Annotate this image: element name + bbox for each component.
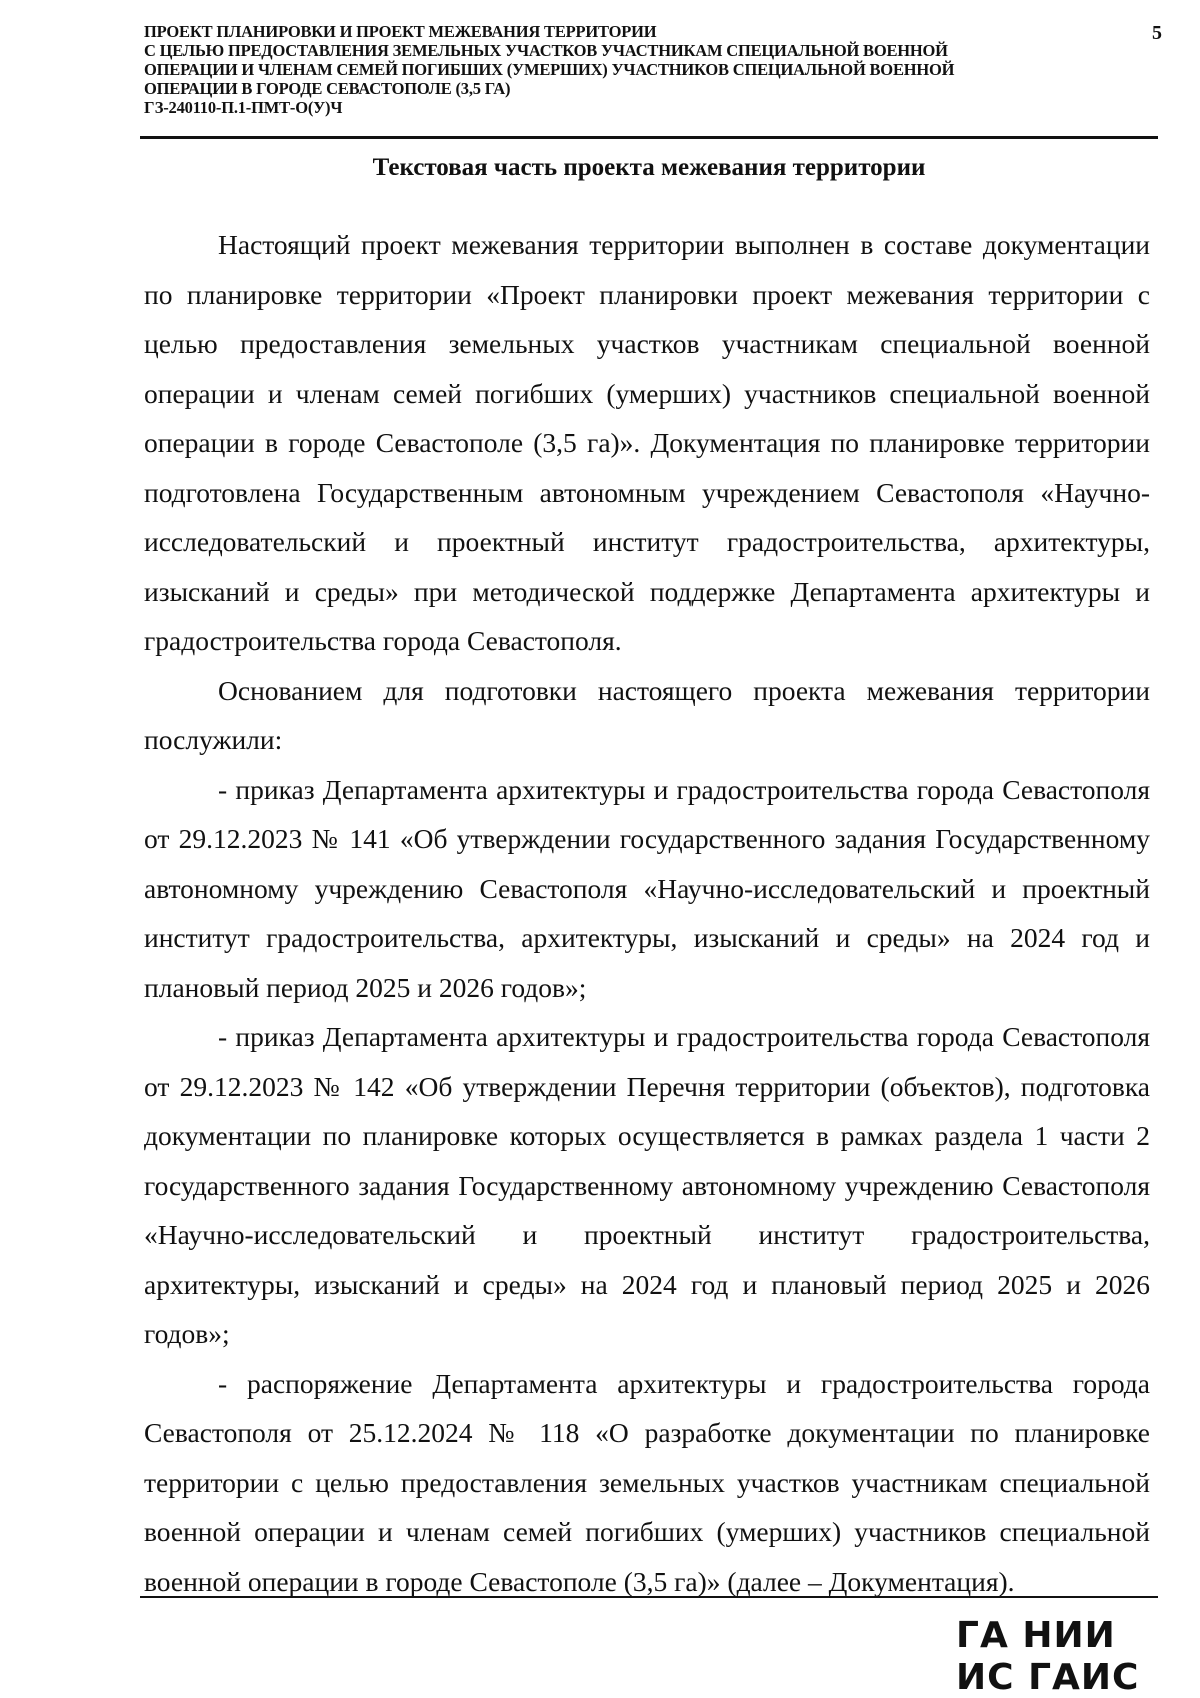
paragraph-basis: Основанием для подготовки настоящего проекта межевания территории послужили:	[144, 674, 1150, 755]
list-item-order-142: - приказ Департамента архитектуры и градостроительства города Севастополя от 29.12.2023 № 142 «Об утверждении Перечня территории (объектов), подготовка документации по планировке которых осуществляется в рамках раздела 1 части 2 государственного задания Государственному автономному учреждению Севастополя «Научно-исследовательский и проектный институт градостроительства, архитектуры, изысканий и среды» на 2024 год и плановый период 2025 и 2026 годов»;	[144, 1021, 1150, 1349]
list-item-order-141: - приказ Департамента архитектуры и градостроительства города Севастополя от 29.12.2023 № 141 «Об утверждении государственного задания Государственному автономному учреждению Севастополя «Научно-исследовательский и проектный институт градостроительства, архитектуры, изысканий и среды» на 2024 год и плановый период 2025 и 2026 годов»;	[144, 773, 1150, 1003]
logo-line-2: ИС ГАИС	[956, 1657, 1140, 1698]
header-divider	[140, 136, 1158, 139]
page-number: 5	[1152, 22, 1162, 44]
logo-line-1: ГА НИИ	[956, 1615, 1116, 1656]
list-item-directive-118: - распоряжение Департамента архитектуры и градостроительства города Севастополя от 25.12.2024 № 118 «О разработке документации по планировке территории с целью предоставления земельных участков участникам специальной военной операции и членам семей погибших (умерших) участников специальной военной операции в городе Севастополе (3,5 га)» (далее – Документация).	[144, 1367, 1150, 1597]
header-line-2: С ЦЕЛЬЮ ПРЕДОСТАВЛЕНИЯ ЗЕМЕЛЬНЫХ УЧАСТКОВ УЧАСТНИКАМ СПЕЦИАЛЬНОЙ ВОЕННОЙ	[144, 41, 948, 60]
section-title: Текстовая часть проекта межевания территории	[372, 154, 926, 181]
header-document-code: ГЗ-240110-П.1-ПМТ-О(У)Ч	[144, 98, 343, 117]
header-line-1: ПРОЕКТ ПЛАНИРОВКИ И ПРОЕКТ МЕЖЕВАНИЯ ТЕРРИТОРИИ	[144, 22, 657, 41]
footer-divider	[140, 1596, 1158, 1598]
header-line-3: ОПЕРАЦИИ И ЧЛЕНАМ СЕМЕЙ ПОГИБШИХ (УМЕРШИХ) УЧАСТНИКОВ СПЕЦИАЛЬНОЙ ВОЕННОЙ	[144, 60, 955, 79]
document-body	[144, 220, 1150, 1606]
header-line-4: ОПЕРАЦИИ В ГОРОДЕ СЕВАСТОПОЛЕ (3,5 ГА)	[144, 79, 511, 98]
organization-logo	[956, 1614, 1156, 1696]
document-header	[144, 22, 1084, 117]
paragraph-intro: Настоящий проект межевания территории выполнен в составе документации по планировке территории «Проект планировки проект межевания территории с целью предоставления земельных участков участникам специальной военной операции и членам семей погибших (умерших) участников специальной военной операции в городе Севастополе (3,5 га)». Документация по планировке территории подготовлена Государственным автономным учреждением Севастополя «Научно-исследовательский и проектный институт градостроительства, архитектуры, изысканий и среды» при методической поддержке Департамента архитектуры и градостроительства города Севастополя.	[144, 229, 1150, 656]
